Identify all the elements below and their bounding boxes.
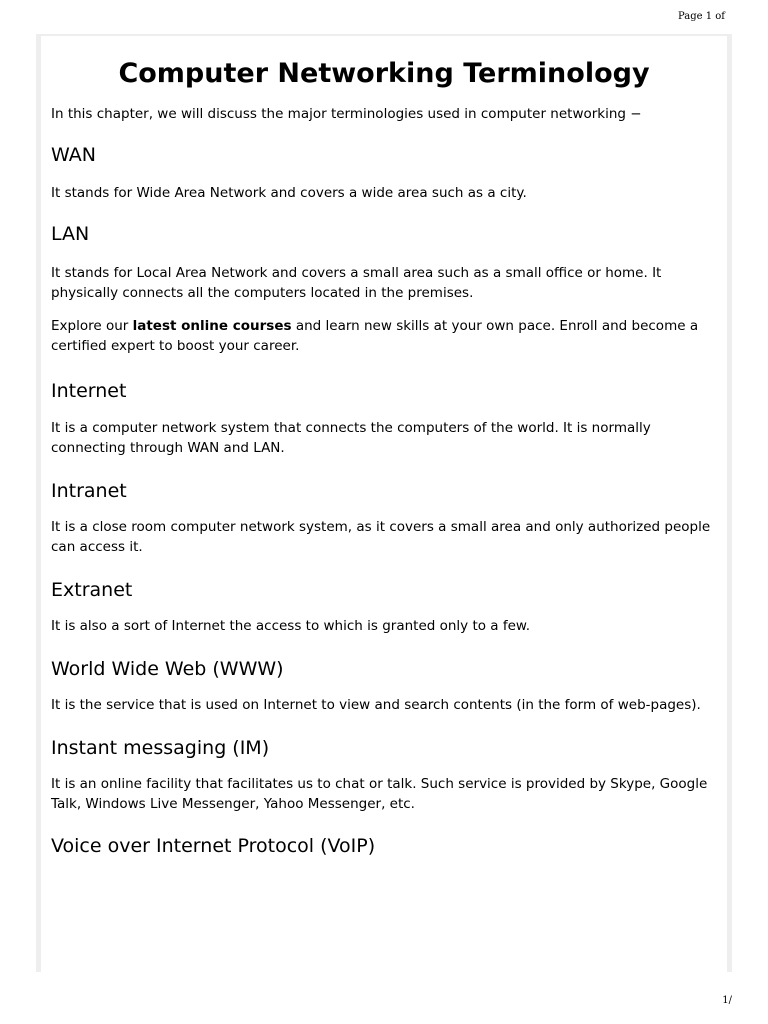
- promo-text-before: Explore our: [51, 318, 133, 334]
- heading-lan: LAN: [51, 223, 90, 245]
- latest-online-courses-link[interactable]: latest online courses: [132, 318, 292, 334]
- page-title: Computer Networking Terminology: [118, 58, 650, 89]
- promo-text-after: and learn new skills at your own pace. Enroll and become a certified expert to boost your career.: [51, 318, 699, 354]
- content-frame: [36, 34, 732, 972]
- intro-paragraph: In this chapter, we will discuss the major terminologies used in computer networking −: [51, 106, 642, 122]
- paragraph-wan: It stands for Wide Area Network and covers a wide area such as a city.: [51, 184, 527, 201]
- page-header: Page 1 of: [677, 11, 725, 22]
- heading-wan: WAN: [51, 143, 96, 166]
- heading-intranet: Intranet: [51, 480, 127, 502]
- heading-internet: Internet: [51, 380, 127, 402]
- heading-im: Instant messaging (IM): [51, 737, 270, 759]
- heading-www: World Wide Web (WWW): [51, 657, 284, 680]
- promo-paragraph: [51, 317, 717, 356]
- heading-voip: Voice over Internet Protocol (VoIP): [51, 835, 376, 857]
- page-footer: 1/: [722, 995, 732, 1006]
- paragraph-extranet: It is also a sort of Internet the access to which is granted only to a few.: [51, 618, 531, 634]
- content-area: [41, 36, 727, 972]
- paragraph-im: It is an online facility that facilitates us to chat or talk. Such service is provided by Skype, Google Talk, Windows Live Messenger, Yahoo Messenger, etc.: [51, 776, 708, 812]
- paragraph-lan: It stands for Local Area Network and covers a small area such as a small office or home. It physically connects all the computers located in the premises.: [51, 265, 662, 301]
- paragraph-intranet: It is a close room computer network system, as it covers a small area and only authorized people can access it.: [51, 519, 711, 555]
- paragraph-internet: It is a computer network system that connects the computers of the world. It is normally connecting through WAN and LAN.: [51, 420, 651, 456]
- paragraph-www: It is the service that is used on Internet to view and search contents (in the form of web-pages).: [51, 696, 701, 713]
- heading-extranet: Extranet: [51, 579, 133, 601]
